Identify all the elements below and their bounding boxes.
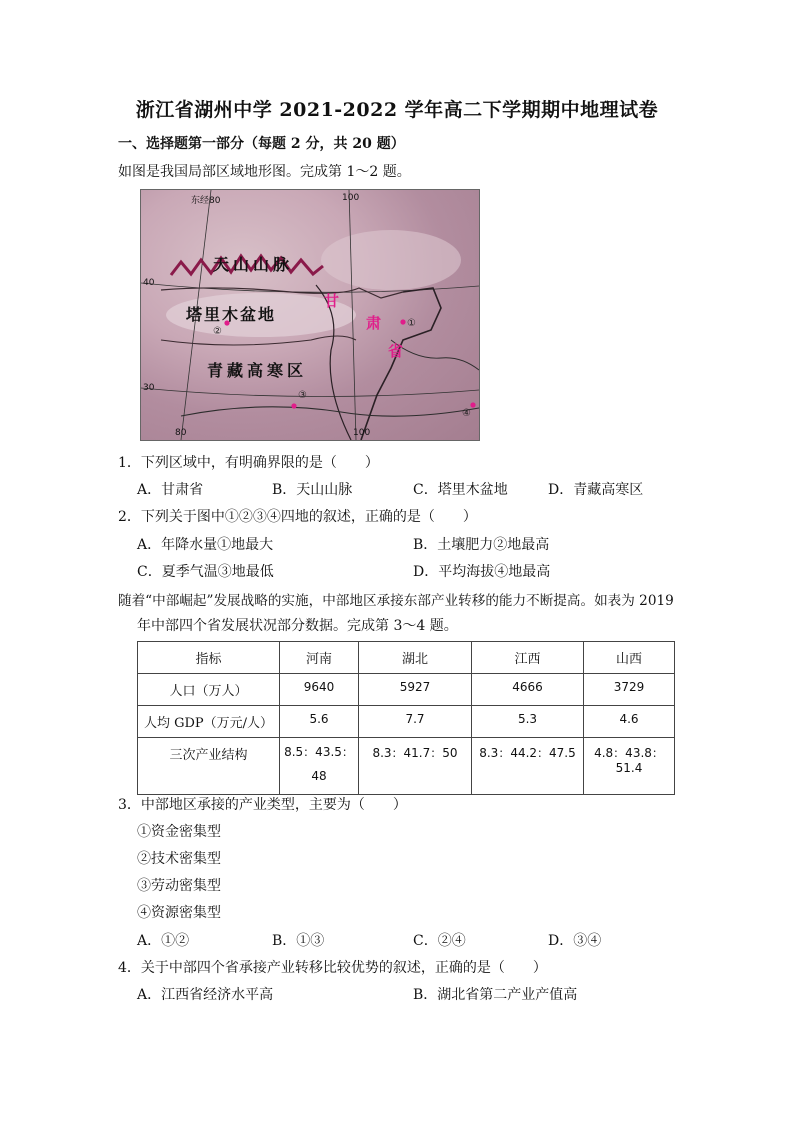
- table-cell: 5.6: [280, 706, 359, 738]
- q2-option-b: B．土壤肥力②地最高: [413, 537, 550, 553]
- q4-stem: 4．关于中部四个省承接产业转移比较优势的叙述，正确的是（ ）: [118, 960, 547, 976]
- page-title: 浙江省湖州中学 2021-2022 学年高二下学期期中地理试卷: [135, 99, 659, 121]
- gansu-label-3: 省: [388, 342, 404, 360]
- intro-text-2-line2: 年中部四个省发展状况部分数据。完成第 3～4 题。: [137, 618, 458, 634]
- q4-option-b: B．湖北省第二产业产值高: [413, 987, 578, 1003]
- point-2-label: ②: [213, 326, 222, 337]
- q2-option-d: D．平均海拔④地最高: [413, 564, 551, 580]
- q3-item-1: ①资金密集型: [137, 824, 221, 840]
- table-header-cell: 河南: [280, 642, 359, 674]
- q1-option-c: C．塔里木盆地: [413, 482, 508, 498]
- terrain-map: [140, 189, 480, 441]
- table-cell: 三次产业结构: [138, 738, 280, 795]
- lon100-top-label: 100: [342, 193, 360, 203]
- q2-stem: 2．下列关于图中①②③④四地的叙述，正确的是（ ）: [118, 509, 477, 525]
- q3-item-2: ②技术密集型: [137, 851, 221, 867]
- table-cell: 4.8：43.8：51.4: [584, 738, 675, 795]
- table-cell: 8.3：41.7：50: [359, 738, 472, 795]
- q1-stem: 1．下列区域中，有明确界限的是（ ）: [118, 455, 379, 471]
- point-4-label: ④: [462, 408, 471, 419]
- q3-option-d: D．③④: [548, 933, 602, 949]
- q1-option-b: B．天山山脉: [272, 482, 353, 498]
- q3-option-b: B．①③: [272, 933, 325, 949]
- q4-option-a: A．江西省经济水平高: [137, 987, 274, 1003]
- q2-option-a: A．年降水量①地最大: [137, 537, 274, 553]
- section-heading: 一、选择题第一部分（每题 2 分，共 20 题）: [118, 136, 405, 152]
- table-cell: 人均 GDP（万元/人）: [138, 706, 280, 738]
- q3-stem: 3．中部地区承接的产业类型，主要为（ ）: [118, 797, 407, 813]
- lat40-label: 40: [143, 278, 155, 288]
- q3-option-a: A．①②: [137, 933, 190, 949]
- table-cell: 5927: [359, 674, 472, 706]
- lon80-bottom-label: 80: [175, 428, 187, 438]
- point-1-label: ①: [407, 318, 416, 329]
- table-row: [138, 738, 675, 795]
- table-row: [138, 706, 675, 738]
- table-header-cell: 指标: [138, 642, 280, 674]
- table-header-row: [138, 642, 675, 674]
- table-cell: 4.6: [584, 706, 675, 738]
- intro-text-2-line1: 随着“中部崛起”发展战略的实施，中部地区承接东部产业转移的能力不断提高。如表为 2019: [118, 593, 674, 609]
- table-header-cell: 湖北: [359, 642, 472, 674]
- province-data-table: [137, 641, 675, 795]
- tianshan-label: 天山山脉: [213, 255, 294, 274]
- table-header-cell: 山西: [584, 642, 675, 674]
- q3-item-4: ④资源密集型: [137, 905, 221, 921]
- table-cell: 7.7: [359, 706, 472, 738]
- table-header-cell: 江西: [472, 642, 584, 674]
- gansu-label-2: 肃: [366, 314, 382, 332]
- lon80-top-label: 东经80: [191, 196, 221, 206]
- lon100-bottom-label: 100: [353, 428, 371, 438]
- q1-option-a: A．甘肃省: [137, 482, 204, 498]
- intro-text-1: 如图是我国局部区域地形图。完成第 1～2 题。: [118, 164, 411, 180]
- table-cell: 9640: [280, 674, 359, 706]
- q1-option-d: D．青藏高寒区: [548, 482, 644, 498]
- table-cell: 8.3：44.2：47.5: [472, 738, 584, 795]
- q3-item-3: ③劳动密集型: [137, 878, 221, 894]
- table-cell: 3729: [584, 674, 675, 706]
- table-cell: 5.3: [472, 706, 584, 738]
- table-row: [138, 674, 675, 706]
- table-cell: 8.5：43.5：48: [280, 738, 359, 795]
- table-cell: 人口（万人）: [138, 674, 280, 706]
- q2-option-c: C．夏季气温③地最低: [137, 564, 274, 580]
- gansu-label-1: 甘: [324, 292, 340, 310]
- tarim-label: 塔里木盆地: [186, 305, 277, 324]
- table-cell: 4666: [472, 674, 584, 706]
- q3-option-c: C．②④: [413, 933, 466, 949]
- qingzang-label: 青藏高寒区: [207, 361, 308, 380]
- lat30-label: 30: [143, 383, 155, 393]
- point-3-label: ③: [298, 390, 307, 401]
